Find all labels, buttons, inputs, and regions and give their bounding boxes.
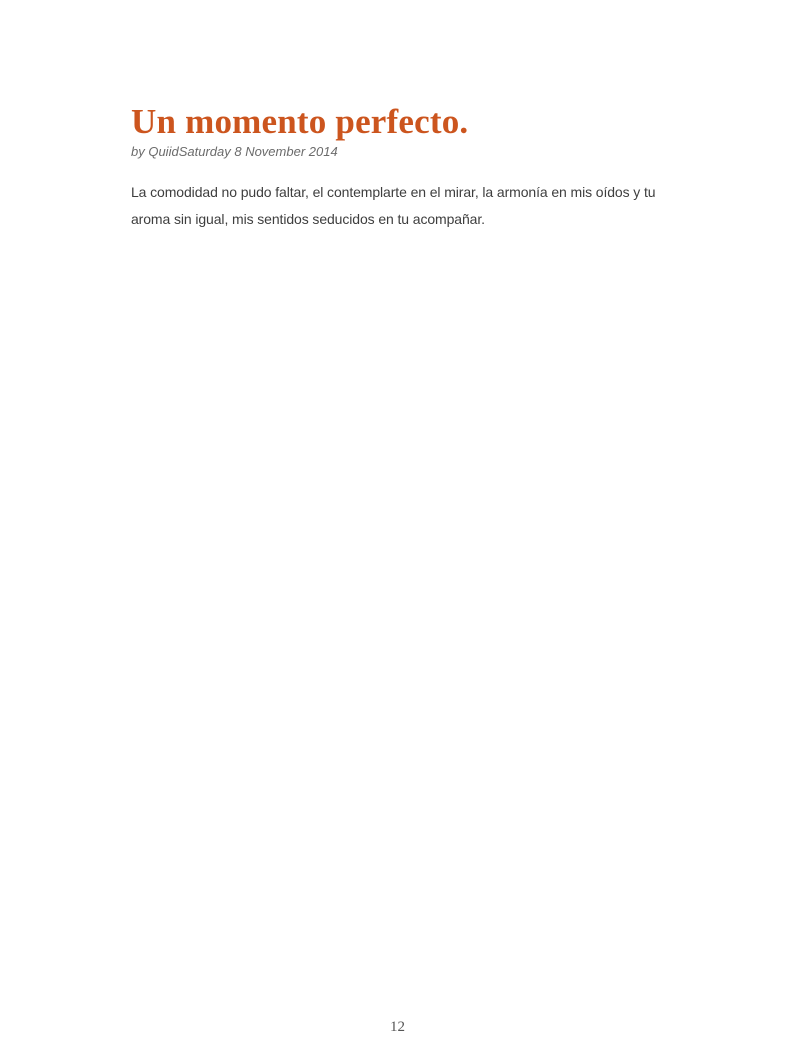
article-content [131, 104, 679, 233]
post-title: Un momento perfecto. [131, 102, 469, 141]
post-date: Saturday 8 November 2014 [178, 144, 338, 159]
author-name: Quiid [148, 144, 179, 159]
byline [131, 144, 679, 160]
paragraph-line: aroma sin igual, mis sentidos seducidos en tu acompañar. [131, 211, 485, 227]
page-number: 12 [390, 1019, 405, 1035]
page-footer [0, 1018, 795, 1036]
paragraph-line: La comodidad no pudo faltar, el contemplarte en el mirar, la armonía en mis oídos y tu [131, 184, 656, 200]
article-paragraph [131, 179, 679, 233]
byline-prefix: by [131, 144, 149, 159]
